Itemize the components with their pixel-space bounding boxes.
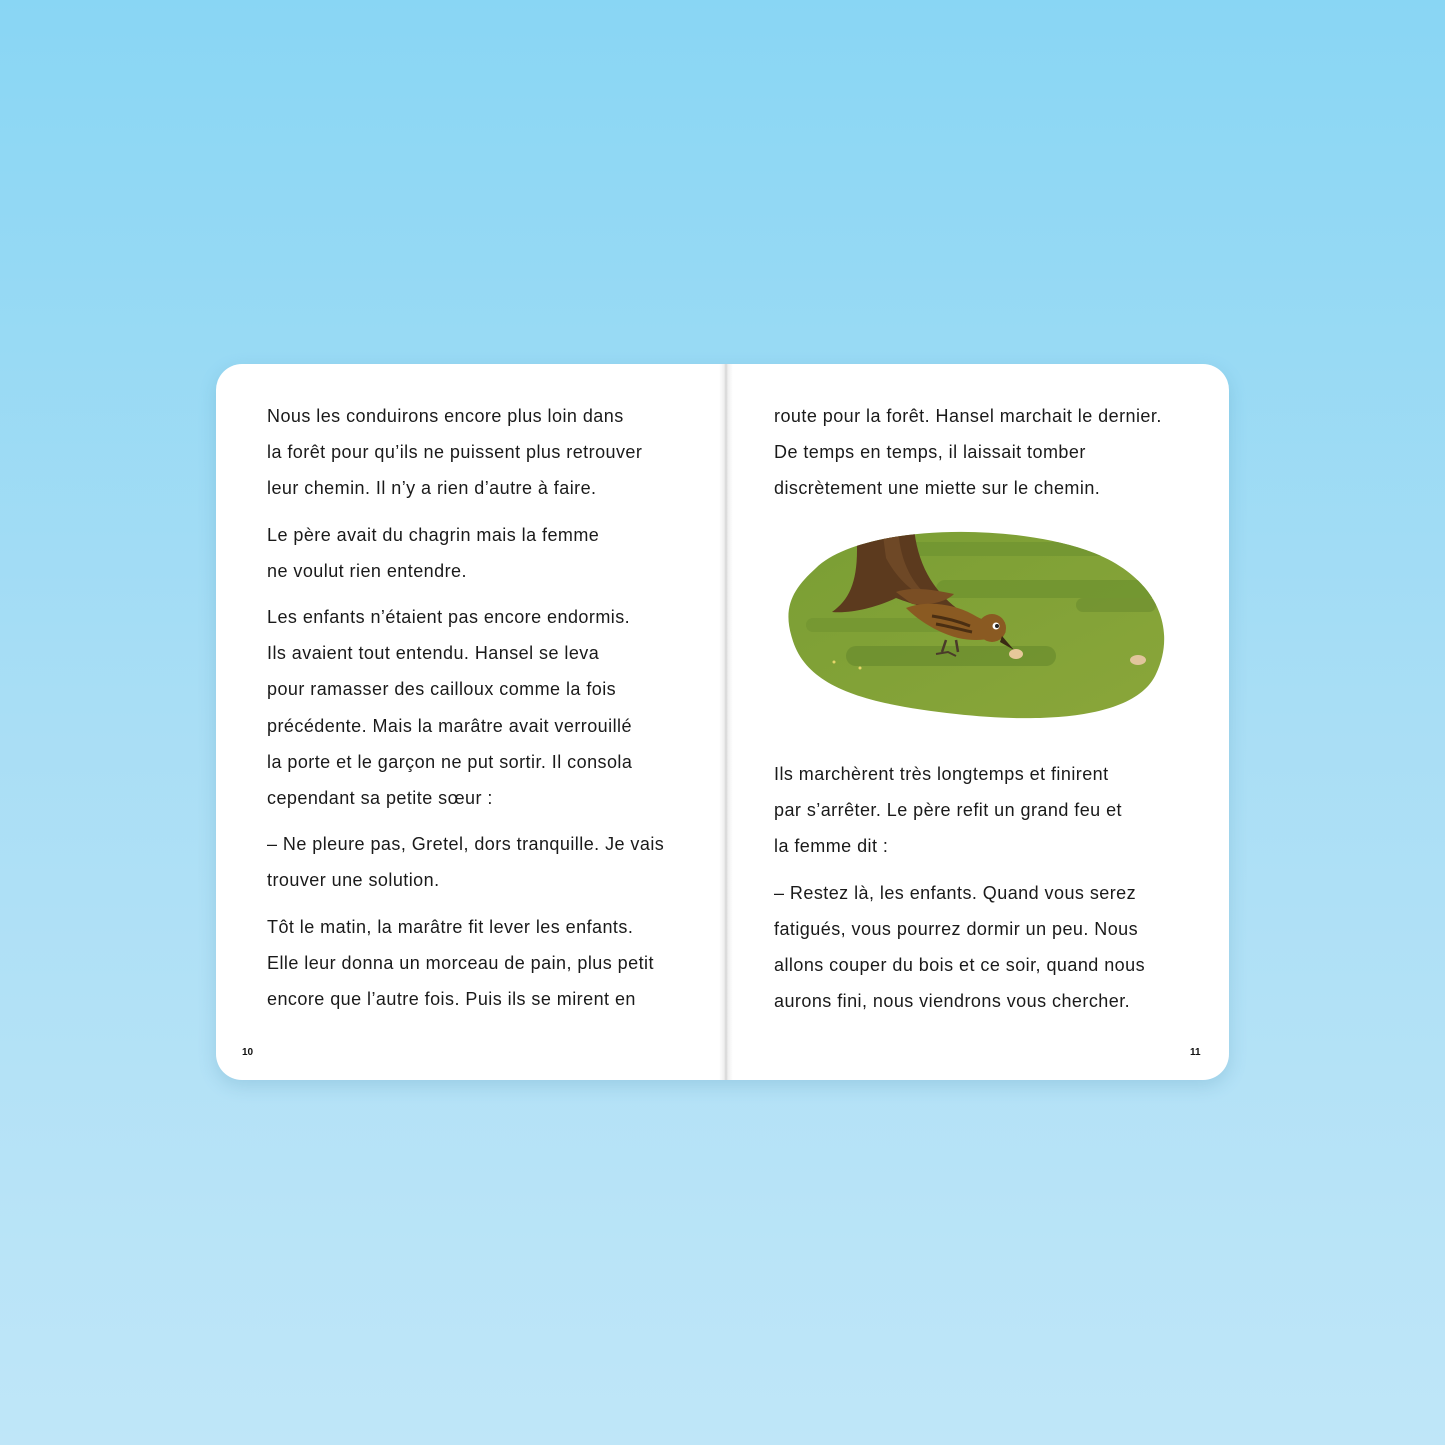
left-page xyxy=(216,364,723,1080)
text-line: De temps en temps, il laissait tomber xyxy=(774,442,1086,463)
text-line: discrètement une miette sur le chemin. xyxy=(774,478,1101,499)
text-line: fatigués, vous pourrez dormir un peu. Nous xyxy=(774,918,1139,939)
paragraph xyxy=(267,826,707,898)
paragraph xyxy=(267,398,707,507)
right-page-text-bottom xyxy=(774,756,1214,1029)
text-line: Le père avait du chagrin mais la femme xyxy=(267,524,600,545)
text-line: route pour la forêt. Hansel marchait le dernier. xyxy=(774,406,1162,426)
text-line: par s’arrêter. Le père refit un grand feu et xyxy=(774,800,1122,821)
text-line: aurons fini, nous viendrons vous chercher. xyxy=(774,991,1131,1012)
text-line: Tôt le matin, la marâtre fit lever les enfants. xyxy=(267,916,634,937)
text-line: pour ramasser des cailloux comme la fois xyxy=(267,679,617,700)
text-line: Nous les conduirons encore plus loin dans xyxy=(267,406,624,426)
text-line: précédente. Mais la marâtre avait verrouillé xyxy=(267,715,632,736)
paragraph xyxy=(267,909,707,1018)
text-line: allons couper du bois et ce soir, quand nous xyxy=(774,955,1146,976)
open-book xyxy=(216,364,1229,1080)
text-line: Ils marchèrent très longtemps et finirent xyxy=(774,764,1109,784)
paragraph xyxy=(774,756,1214,865)
paragraph xyxy=(774,398,1214,507)
page-number: 11 xyxy=(1190,1047,1201,1058)
page-number: 10 xyxy=(242,1047,254,1058)
left-page-text xyxy=(267,398,707,1027)
paragraph xyxy=(267,599,707,816)
text-line: Les enfants n’étaient pas encore endormis. xyxy=(267,607,631,628)
text-line: – Restez là, les enfants. Quand vous serez xyxy=(774,882,1137,903)
right-page xyxy=(723,364,1229,1080)
text-line: la porte et le garçon ne put sortir. Il consola xyxy=(267,751,633,772)
text-line: Elle leur donna un morceau de pain, plus petit xyxy=(267,952,654,973)
right-page-text-top xyxy=(774,398,1214,517)
text-line: la forêt pour qu’ils ne puissent plus retrouver xyxy=(267,442,643,463)
paragraph xyxy=(774,875,1214,1020)
text-line: Ils avaient tout entendu. Hansel se leva xyxy=(267,643,600,664)
book-spine xyxy=(719,364,733,1080)
text-line: encore que l’autre fois. Puis ils se mirent en xyxy=(267,989,636,1010)
text-line: la femme dit : xyxy=(774,836,889,857)
paragraph xyxy=(267,517,707,589)
text-line: trouver une solution. xyxy=(267,870,440,891)
text-line: cependant sa petite sœur : xyxy=(267,788,493,809)
text-line: ne voulut rien entendre. xyxy=(267,560,467,581)
bird-illustration xyxy=(786,528,1170,724)
text-line: – Ne pleure pas, Gretel, dors tranquille. Je vais xyxy=(267,834,665,855)
text-line: leur chemin. Il n’y a rien d’autre à faire. xyxy=(267,478,597,499)
